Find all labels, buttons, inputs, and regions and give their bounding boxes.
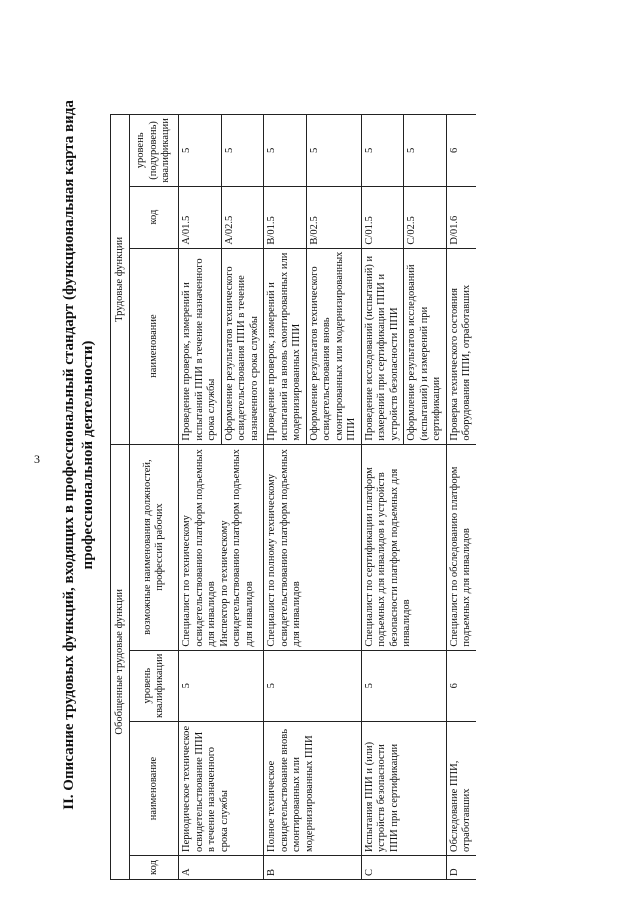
- gtf-level: 5: [179, 650, 264, 721]
- tf-level: 5: [179, 115, 222, 186]
- tf-code: B/02.5: [306, 186, 361, 248]
- table-row: [179, 115, 222, 880]
- position-item: Специалист по техническому освидетельствованию платформ подъемных для инвалидов: [181, 449, 217, 647]
- tf-code: C/01.5: [361, 186, 404, 248]
- gtf-name: Испытания ППИ и (или) устройств безопасности ППИ при сертификации: [361, 722, 446, 856]
- header-tf-level: уровень (подуровень) квалификации: [130, 115, 179, 186]
- table-row: [264, 115, 307, 880]
- tf-name: Оформление результатов исследований (испытаний) и измерений при сертификации: [404, 248, 447, 444]
- gtf-level: 5: [361, 650, 446, 721]
- position-item: Специалист по обследованию платформ подъемных для инвалидов: [448, 466, 472, 647]
- header-labor-functions: Трудовые функции: [111, 115, 130, 444]
- tf-name: Проведение проверок, измерений и испытаний на вновь смонтированных или модернизированных ППИ: [264, 248, 307, 444]
- header-tf-code: код: [130, 186, 179, 248]
- tf-code: B/01.5: [264, 186, 307, 248]
- position-item: Специалист по полному техническому освидетельствованию платформ подъемных для инвалидов: [266, 449, 302, 647]
- tf-name: Оформление результатов технического освидетельствования вновь смонтированных или модернизированных ППИ: [306, 248, 361, 444]
- gtf-code: C: [361, 856, 446, 880]
- page-number: 3: [34, 452, 40, 466]
- header-code: код: [130, 856, 179, 880]
- tf-name: Проведение исследований (испытаний) и измерений при сертификации ППИ и устройств безопасности ППИ: [361, 248, 404, 444]
- functional-map-table-wrapper: [110, 114, 476, 880]
- functional-map-table: [110, 114, 476, 880]
- rotated-page-content: [60, 30, 620, 880]
- header-name: наименование: [130, 722, 179, 856]
- tf-name: Проведение проверок, измерений и испытаний ППИ в течение назначенного срока службы: [179, 248, 222, 444]
- gtf-code: B: [264, 856, 362, 880]
- tf-code: D/01.6: [446, 186, 476, 248]
- header-column-row: [130, 115, 179, 880]
- header-tf-name: наименование: [130, 248, 179, 444]
- position-item: Инспектор по техническому освидетельствованию платформ подъемных для инвалидов: [218, 449, 255, 647]
- tf-level: 5: [404, 115, 447, 186]
- position-item: Специалист по сертификации платформ подъемных для инвалидов и устройств безопасности платформ подъемных для инвалидов: [363, 467, 412, 647]
- header-level: уровень квалификации: [130, 650, 179, 721]
- table-row: [446, 115, 476, 880]
- gtf-name: Полное техническое освидетельствование вновь смонтированных или модернизированных ППИ: [264, 722, 362, 856]
- gtf-level: 5: [264, 650, 362, 721]
- tf-code: A/02.5: [221, 186, 264, 248]
- section-title: [60, 30, 98, 880]
- tf-level: 5: [306, 115, 361, 186]
- tf-name: Проверка технического состояния оборудования ППИ, отработавших: [446, 248, 476, 444]
- header-positions: возможные наименования должностей, профессий рабочих: [130, 444, 179, 650]
- title-line-1: II. Описание трудовых функций, входящих в профессиональный стандарт (функциональная карта вида: [61, 100, 77, 810]
- gtf-code: A: [179, 856, 264, 880]
- tf-name: Оформление результатов технического освидетельствования ППИ в течение назначенного срока службы: [221, 248, 264, 444]
- gtf-level: 6: [446, 650, 476, 721]
- gtf-positions: [446, 444, 476, 650]
- header-group-row: [111, 115, 130, 880]
- gtf-name: Периодическое техническое освидетельствование ППИ в течение назначенного срока службы: [179, 722, 264, 856]
- header-generalized-functions: Обобщенные трудовые функции: [111, 444, 130, 879]
- tf-level: 5: [221, 115, 264, 186]
- gtf-positions: [264, 444, 362, 650]
- table-row: [361, 115, 404, 880]
- gtf-positions: [179, 444, 264, 650]
- title-line-2: профессиональной деятельности): [80, 340, 96, 570]
- gtf-positions: [361, 444, 446, 650]
- tf-level: 6: [446, 115, 476, 186]
- gtf-code: D: [446, 856, 476, 880]
- tf-level: 5: [361, 115, 404, 186]
- tf-code: C/02.5: [404, 186, 447, 248]
- gtf-name: Обследование ППИ, отработавших: [446, 722, 476, 856]
- tf-level: 5: [264, 115, 307, 186]
- tf-code: A/01.5: [179, 186, 222, 248]
